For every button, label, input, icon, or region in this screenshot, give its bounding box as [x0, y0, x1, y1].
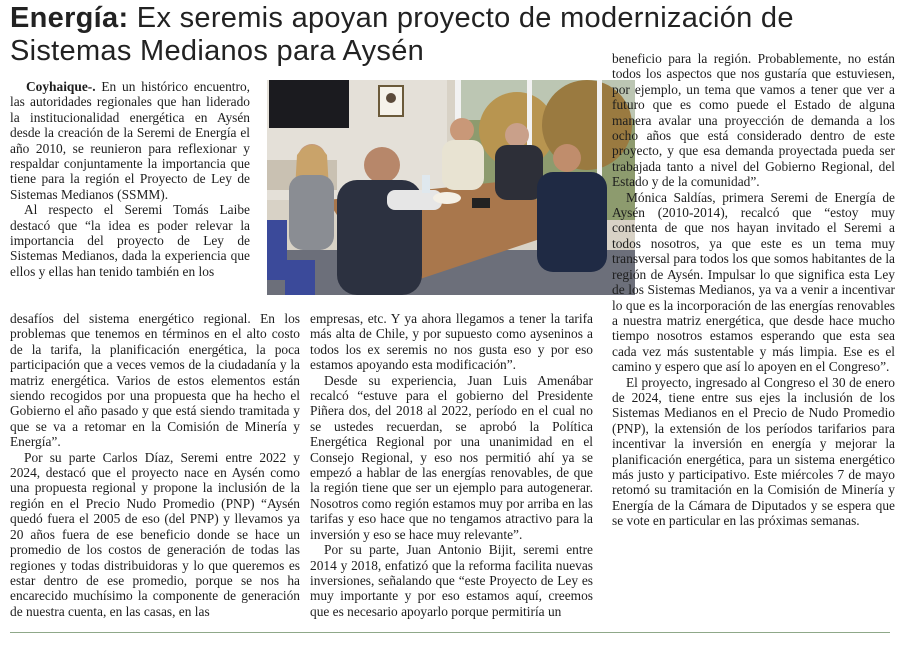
meeting-photo	[267, 80, 635, 295]
bottom-rule	[10, 632, 890, 633]
paragraph-5-cont: beneficio para la región. Probablemente, no están todos los aspectos que nos gustaría que estuviesen, por ejemplo, un tema que vamos a tener que ver a futuro que es como puede el Estado de alguna manera avalar una proyección de demanda a los ocho años que está considerado dentro de este proyecto, y que esa demanda proyectada pueda ser trabajada tanto a nivel del Gobierno Regional, del Estado y de la comunidad”.	[612, 51, 895, 190]
paragraph-2b: desafíos del sistema energético regional. En los problemas que tenemos en términos en el alto costo de la tarifa, la planificación energética, la poca participación que a veces vemos de la ciudadanía y la matriz energética. Varios de estos elementos están siendo recogidos por una propuesta que ha hecho el Gobierno el año pasado y que está siendo tramitada y que se va a retomar en la Comisión de Minería y Energía”.	[10, 311, 300, 450]
paragraph-3: Por su parte Carlos Díaz, Seremi entre 2022 y 2024, destacó que el proyecto nace en Aysén como una propuesta regional y propone la inclusión de la región en el Precio Nudo Promedio (PNP) “Aysén quedó fuera el 2005 de eso (del PNP) y llevamos ya 20 años fuera de ese beneficio donde se hace un promedio de los costos de generación de todas las regiones y todas distribuidoras y lo que queremos es estar dentro de ese promedio, porque se nos ha encarecido muchísimo la componente de generación de nuestra cuenta, en las casas, en las	[10, 449, 300, 619]
paragraph-4: Desde su experiencia, Juan Luis Amenábar recalcó “estuve para el gobierno del Presidente Piñera dos, del 2018 al 2022, período en el cual no se ustedes recuerdan, se aprobó la Política Energética Regional por una unanimidad en el Consejo Regional, y eso nos permitió ahí ya se empezó a hablar de las energías renovables, de que la región tiene que ser un ejemplo para autogenerar. Nosotros como región estamos muy por arriba en las tarifas y eso hace que no tengamos atractivo para la inversión y eso se hace muy relevante”.	[310, 372, 593, 542]
paragraph-5: Por su parte, Juan Antonio Bijit, seremi entre 2014 y 2018, enfatizó que la reforma facilita nuevas inversiones, señalando que “este Proyecto de Ley es muy importante y por eso estamos aquí, creemos que es necesario apoyarlo porque permitiría un	[310, 542, 593, 619]
column-2	[310, 311, 593, 619]
paragraph-7: El proyecto, ingresado al Congreso el 30 de enero de 2024, tiene entre sus ejes la inclusión de los Sistemas Medianos en el Precio de Nudo Promedio (PNP), la extensión de los períodos tarifarios para incentivar la inversión en energía y mejorar la planificación energética, para un sistema energético más justo y participativo. Este miércoles 7 de mayo retomó su tramitación en la Comisión de Minería y Energía de la Cámara de Diputados y se espera que se vote en particular en las próximas semanas.	[612, 374, 895, 529]
paragraph-3-cont: empresas, etc. Y ya ahora llegamos a tener la tarifa más alta de Chile, y por supuesto como ayseninos a todos los ex seremis no nos gusta eso y por eso estamos apoyando esta modificación”.	[310, 311, 593, 373]
dateline: Coyhaique-.	[26, 79, 96, 94]
column-3	[612, 51, 895, 529]
column-1-top	[10, 79, 250, 279]
paragraph-1	[10, 79, 250, 202]
meeting-photo-illustration	[267, 80, 635, 295]
paragraph-1-text: En un histórico encuentro, las autoridades regionales que han liderado la institucionalidad energética en Aysén desde la creación de la Seremi de Energía el año 2010, se reunieron para reflexionar y respaldar conjuntamente la importancia que tiene para la región el Proyecto de Ley de Sistemas Medianos (SSMM).	[10, 79, 250, 202]
paragraph-2a: Al respecto el Seremi Tomás Laibe destacó que “la idea es poder relevar la importancia del proyecto de Ley de Sistemas Medianos, dada la experiencia que ellos y ellas han tenido también en los	[10, 202, 250, 279]
headline-title: Ex seremis apoyan proyecto de modernización de Sistemas Medianos para Aysén	[10, 2, 794, 67]
column-1-bottom	[10, 311, 300, 619]
headline-kicker: Energía:	[10, 2, 129, 34]
paragraph-6: Mónica Saldías, primera Seremi de Energía de Aysén (2010-2014), recalcó que “estoy muy contenta de que nos hayan invitado el Seremi a todos nosotros, ya que este es un tema muy transversal para todos los que somos habitantes de la región de Aysén. Impulsar lo que significa esta Ley de los Sistemas Medianos, ya va a venir a incentivar lo que es la incorporación de las energías renovables a nuestra matriz energética, que desde hace mucho tiempo nosotros estamos esperando que esta sea cada vez más sustentable y más limpia. Ese es el camino y espero que así lo apoyen en el Congreso”.	[612, 189, 895, 375]
